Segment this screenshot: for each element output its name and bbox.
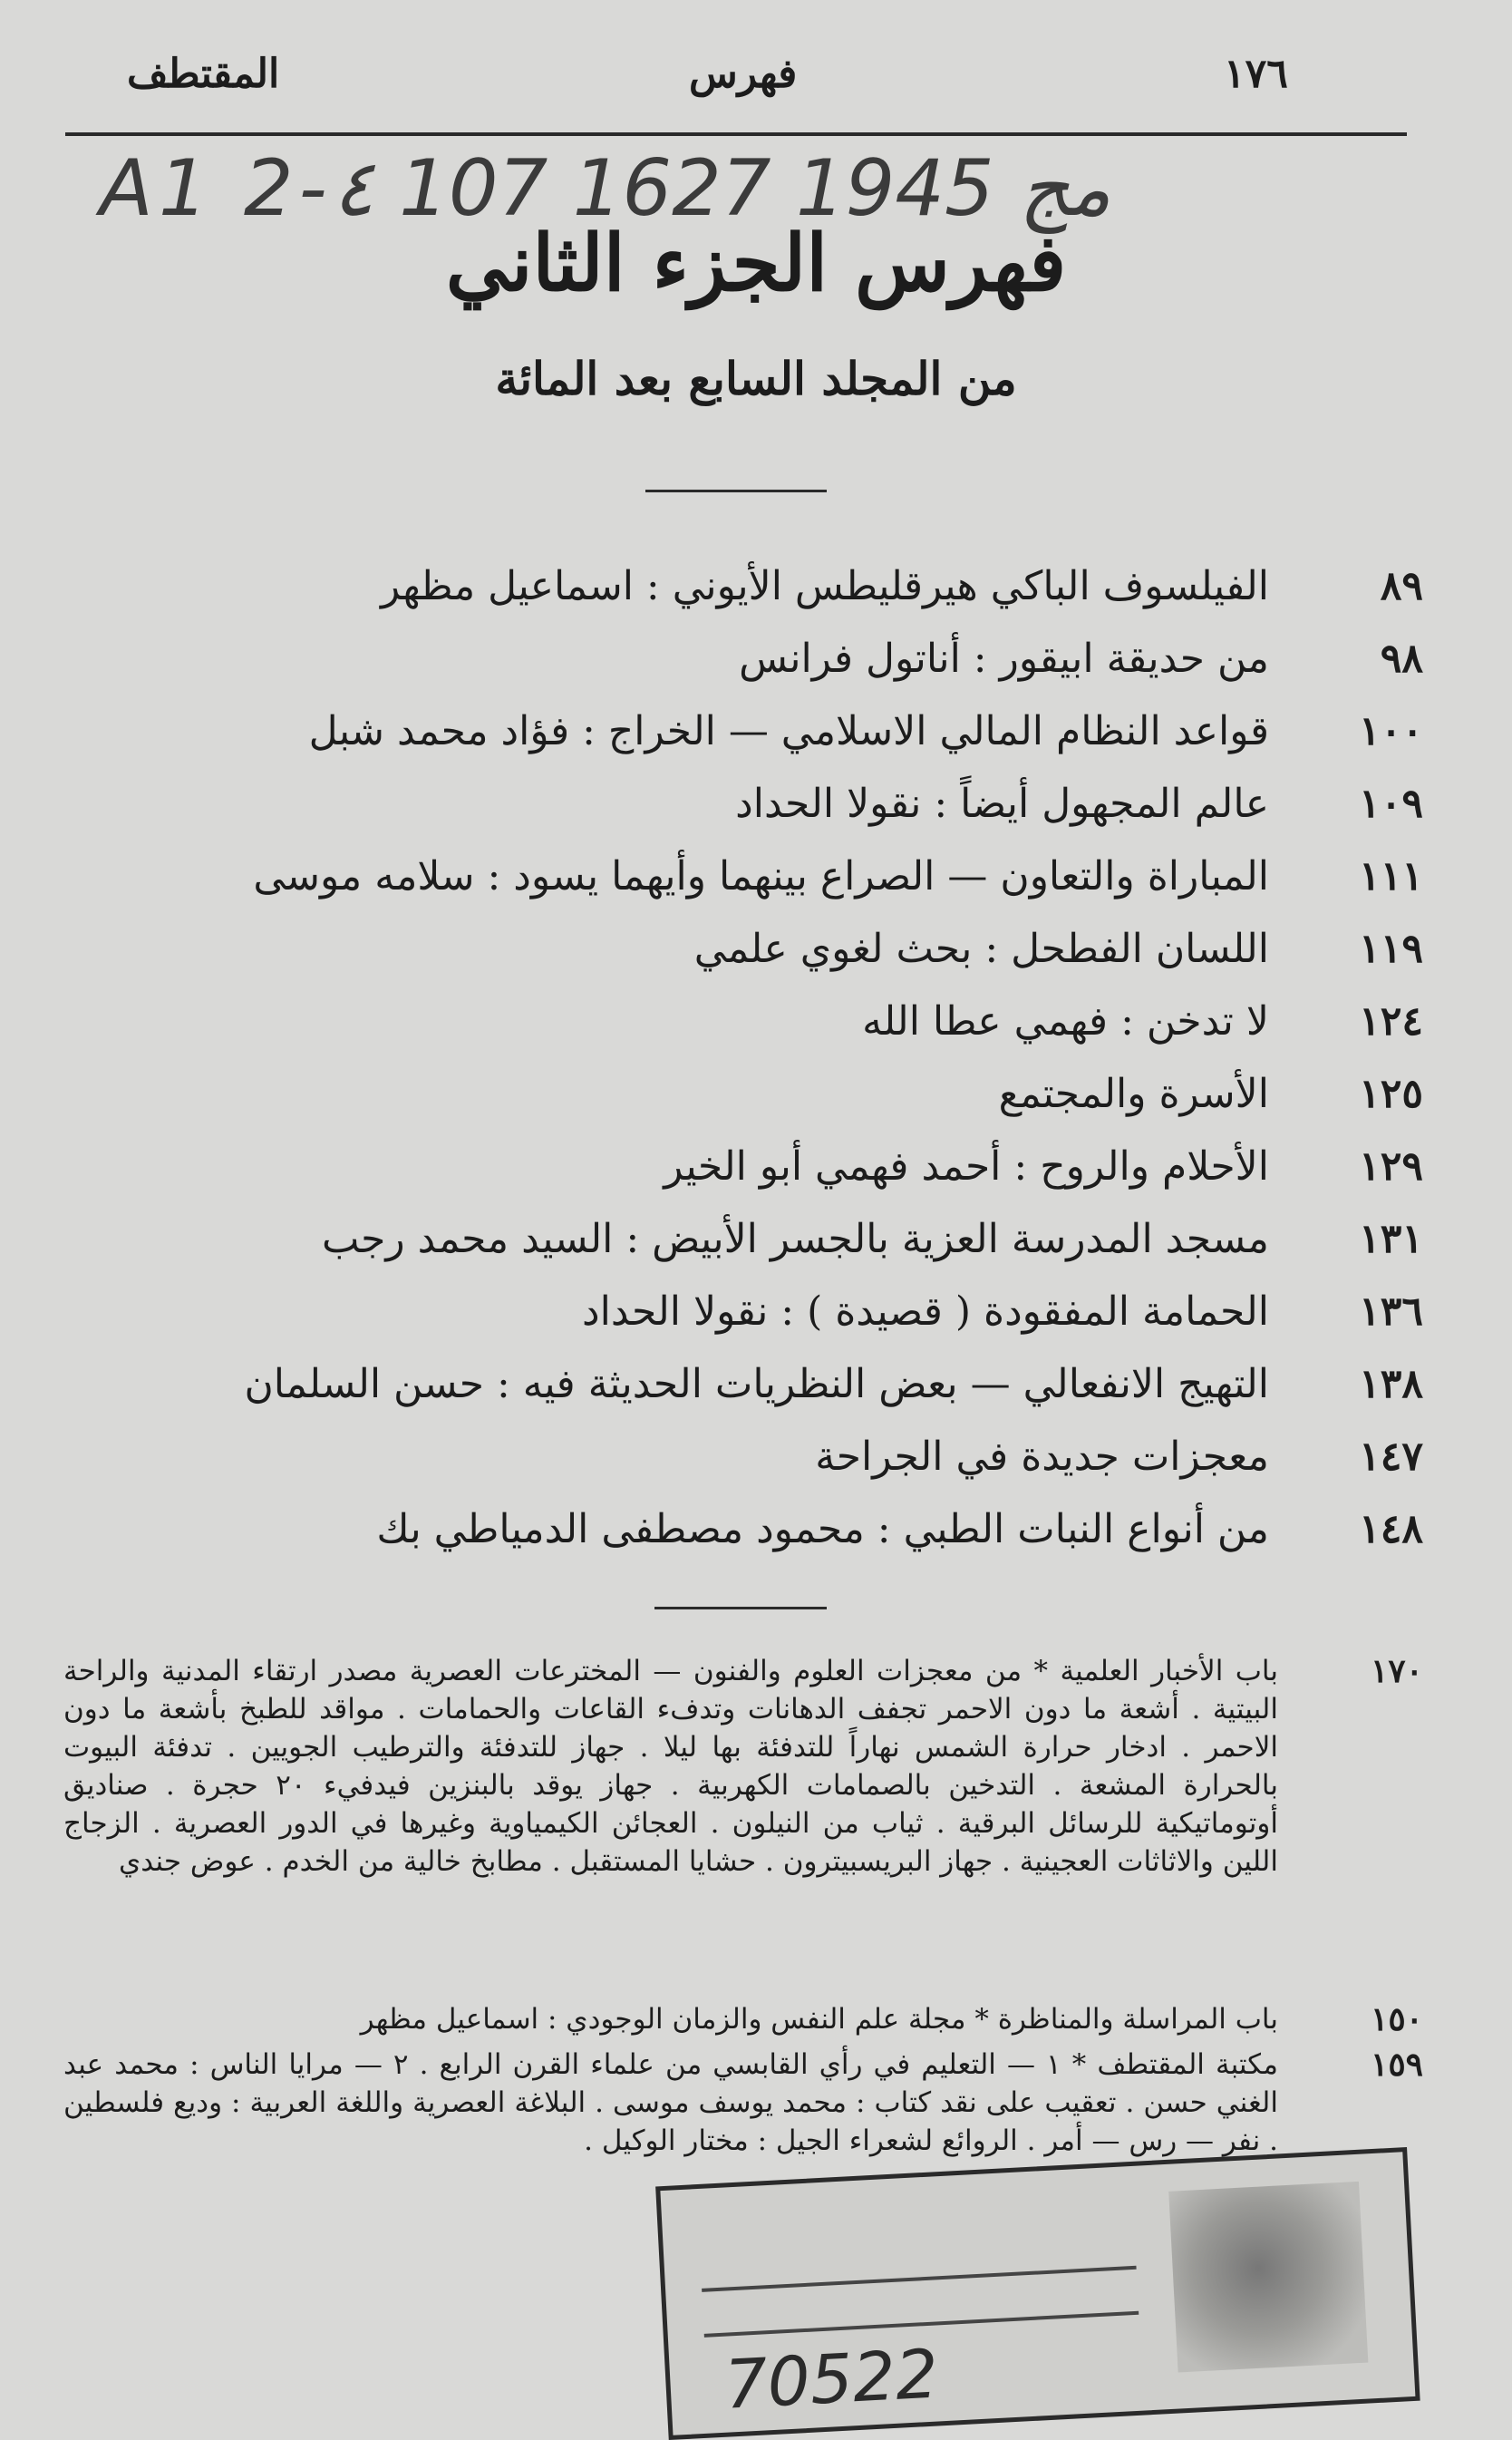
toc-entry-text: الأسرة والمجتمع [998, 1071, 1269, 1117]
journal-name: المقتطف [127, 51, 280, 97]
toc-page-number: ١٤٨ [1359, 1506, 1423, 1552]
toc-page-number: ٨٩ [1380, 563, 1423, 609]
department-text: مكتبة المقتطف * ١ — التعليم في رأي القابسي من علماء القرن الرابع . ٢ — مرايا الناس : محمد عبد الغني حسن . تعقيب على نقد كتاب : محمد يوسف موسى . البلاغة العصرية واللغة العربية : وديع فلسطين . نفر — رس — أمر . الروائع لشعراء الجيل : مختار الوكيل . [63, 2048, 1279, 2157]
department-entry[interactable] [63, 1652, 1423, 1997]
handwritten-catalog-note: A1 2-٤ 107 مج 1945 1627 [100, 143, 1111, 234]
toc-page-number: ١٢٥ [1359, 1071, 1423, 1117]
stamp-line [704, 2311, 1139, 2338]
toc-entry[interactable] [299, 1132, 1423, 1204]
header-rule [65, 132, 1407, 136]
toc-entry-text: الأحلام والروح : أحمد فهمي أبو الخير [664, 1143, 1269, 1190]
toc-entry-text: قواعد النظام المالي الاسلامي — الخراج : فؤاد محمد شبل [308, 708, 1269, 754]
toc-entry-text: الفيلسوف الباكي هيرقليطس الأيوني : اسماعيل مظهر [380, 563, 1269, 609]
toc-entry-text: عالم المجهول أيضاً : نقولا الحداد [735, 781, 1269, 827]
toc-page-number: ٩٨ [1380, 636, 1423, 682]
department-text: باب الأخبار العلمية * من معجزات العلوم والفنون — المخترعات العصرية مصدر ارتقاء المدنية والراحة البيتية . أشعة ما دون الاحمر تجفف الدهانات وتدفء القاعات والحمامات . مواقد للطبخ بأشعة ما دون الاحمر . ادخار حرارة الشمس نهاراً للتدفئة بها ليلا . جهاز للتدفئة والترطيب الجويين . تدفئة البيوت بالحرارة المشعة . التدخين بالصمامات الكهربية . جهاز يوقد بالبنزين فيدفيء ٢٠ حجرة . صناديق أوتوماتيكية للرسائل البرقية . ثياب من النيلون . العجائن الكيمياوية وغيرها في الدور العصرية . الزجاج اللين والاثاثات العجينية . جهاز البريسبيترون . حشايا المستقبل . مطابخ خالية من الخدم . عوض جندي [63, 1655, 1278, 1878]
page-number: ١٧٦ [1224, 51, 1288, 97]
toc-entry-text: مسجد المدرسة العزية بالجسر الأبيض : السيد محمد رجب [321, 1216, 1269, 1262]
toc-entry-text: المباراة والتعاون — الصراع بينهما وأيهما يسود : سلامه موسى [253, 853, 1269, 899]
toc-entry[interactable] [299, 551, 1423, 624]
stamp-number: 70522 [722, 2335, 941, 2425]
toc-entry-text: اللسان الفطحل : بحث لغوي علمي [693, 926, 1269, 972]
department-page-number: ١٥٠ [1370, 2000, 1423, 2038]
toc-entry[interactable] [299, 769, 1423, 841]
toc-entry[interactable] [299, 914, 1423, 987]
stamp-line [702, 2266, 1137, 2292]
toc-page-number: ١١١ [1359, 853, 1423, 899]
toc-page-number: ١٣٦ [1359, 1288, 1423, 1335]
toc-page-number: ١٢٤ [1359, 998, 1423, 1045]
library-stamp [655, 2147, 1420, 2440]
toc-entry[interactable] [253, 841, 1423, 914]
toc-entry[interactable] [299, 1422, 1423, 1494]
toc-entry[interactable] [299, 696, 1423, 769]
department-entry[interactable] [63, 2046, 1423, 2163]
toc-page-number: ١٠٠ [1359, 708, 1423, 754]
toc-page-number: ١٣١ [1359, 1216, 1423, 1262]
toc-page-number: ١٢٩ [1359, 1143, 1423, 1190]
stamp-emblem [1168, 2182, 1368, 2373]
page-title: فهرس الجزء الثاني [445, 218, 1067, 309]
toc-entry[interactable] [299, 987, 1423, 1059]
title-divider [645, 490, 827, 492]
toc-entry-text: معجزات جديدة في الجراحة [815, 1434, 1269, 1480]
page-subtitle: من المجلد السابع بعد المائة [495, 352, 1017, 405]
toc-entry[interactable] [299, 1277, 1423, 1349]
toc-entry-text: من أنواع النبات الطبي : محمود مصطفى الدمياطي بك [376, 1506, 1269, 1552]
toc-entry[interactable] [299, 1494, 1423, 1567]
toc-entry-text: لا تدخن : فهمي عطا الله [862, 998, 1269, 1045]
toc-page-number: ١٤٧ [1359, 1434, 1423, 1480]
section-divider [654, 1607, 827, 1609]
toc-page-number: ١٠٩ [1359, 781, 1423, 827]
toc-entry[interactable] [299, 1059, 1423, 1132]
toc-entry[interactable] [299, 624, 1423, 696]
toc-entry-text: من حديقة ابيقور : أناتول فرانس [739, 636, 1269, 682]
department-entry[interactable] [63, 2000, 1423, 2040]
toc-entry[interactable] [244, 1349, 1423, 1422]
running-head-section: فهرس [689, 51, 798, 97]
department-page-number: ١٥٩ [1370, 2046, 1423, 2084]
toc-entry-text: الحمامة المفقودة ( قصيدة ) : نقولا الحداد [582, 1288, 1269, 1335]
toc-entry-text: التهيج الانفعالي — بعض النظريات الحديثة فيه : حسن السلمان [244, 1361, 1269, 1407]
department-text: باب المراسلة والمناظرة * مجلة علم النفس والزمان الوجودي : اسماعيل مظهر [360, 2003, 1278, 2036]
toc-page-number: ١١٩ [1359, 926, 1423, 972]
department-page-number: ١٧٠ [1370, 1652, 1423, 1690]
toc-entry[interactable] [299, 1204, 1423, 1277]
toc-page-number: ١٣٨ [1359, 1361, 1423, 1407]
